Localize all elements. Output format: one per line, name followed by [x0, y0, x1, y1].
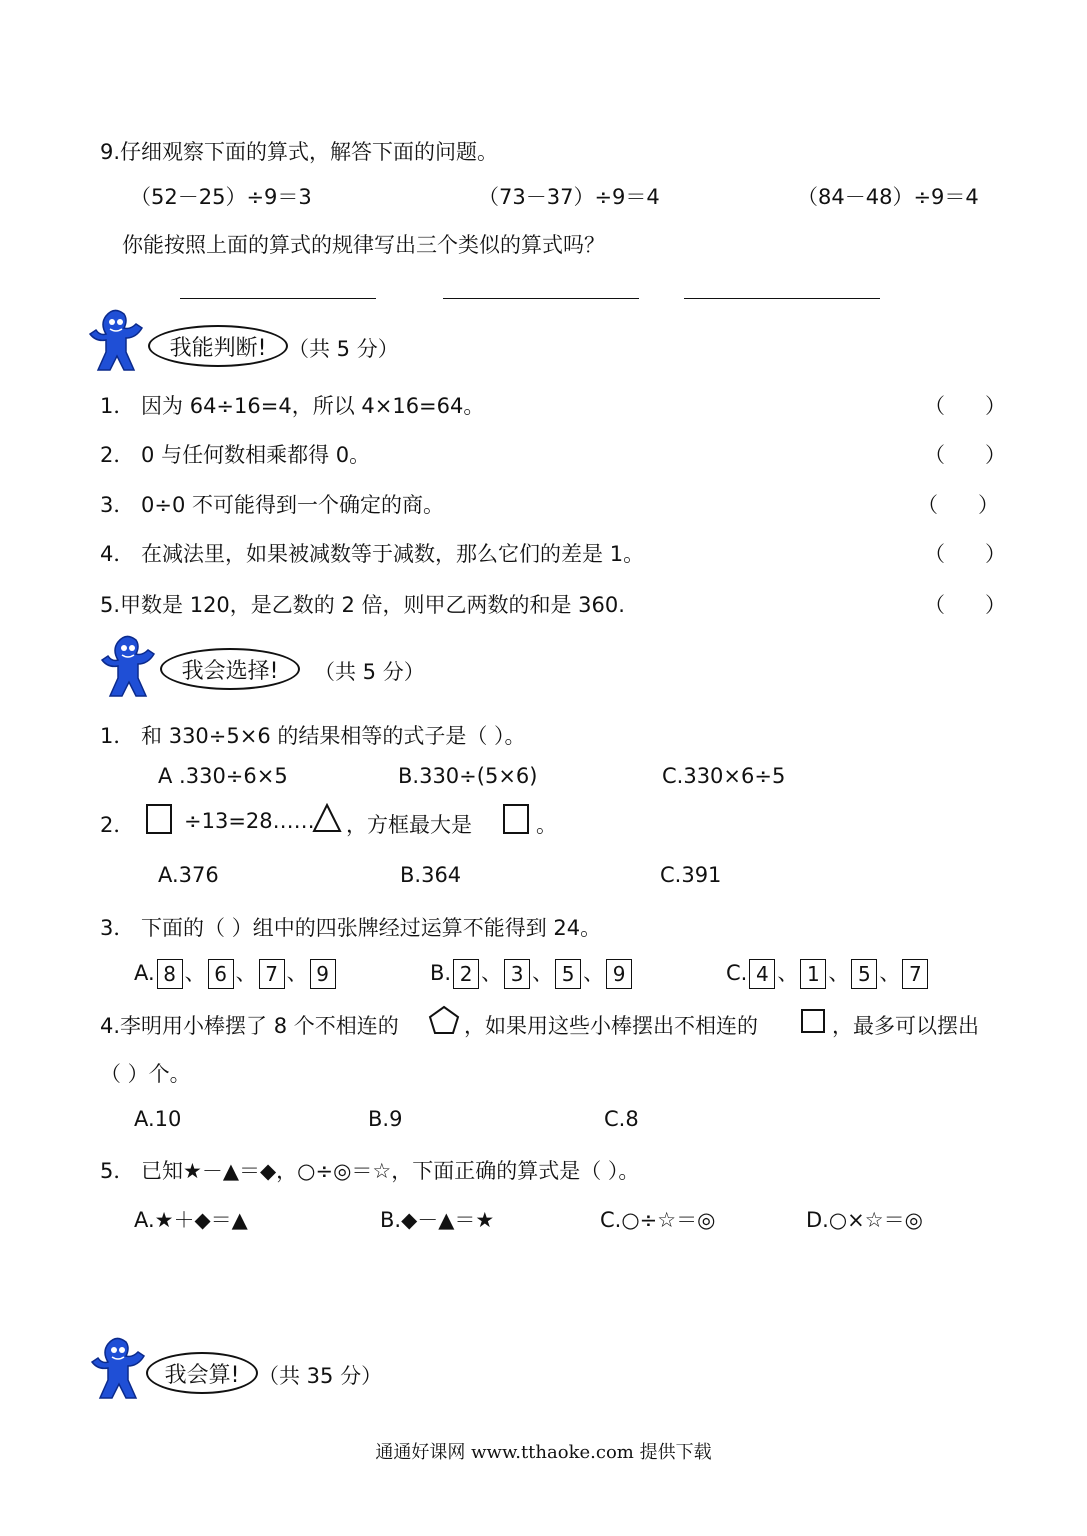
choose-q1: 1． 和 330÷5×6 的结果相等的式子是（ ）。 [100, 724, 526, 748]
square-icon [801, 1009, 825, 1033]
judge-section-header: 我能判断! [148, 325, 288, 367]
choose-q4-part3: ，最多可以摆出 [832, 1014, 979, 1038]
choose-q4-option-a[interactable]: A.10 [134, 1107, 182, 1131]
judge-item-1: 1． 因为 64÷16=4，所以 4×16=64。 [100, 394, 485, 418]
pentagon-icon [428, 1005, 460, 1035]
separator: 、 [879, 961, 901, 985]
mascot-icon [96, 634, 158, 700]
judge-answer-1[interactable]: （ ） [924, 394, 1007, 418]
answer-line-3[interactable] [684, 298, 880, 299]
card: 5 [851, 959, 877, 989]
choose-q5-option-c[interactable]: C.○÷☆＝◎ [600, 1208, 716, 1232]
card: 6 [208, 959, 234, 989]
option-label: C. [726, 961, 748, 985]
separator: 、 [777, 961, 799, 985]
answer-line-1[interactable] [180, 298, 376, 299]
card: 7 [259, 959, 285, 989]
card: 2 [453, 959, 479, 989]
choose-q2-option-a[interactable]: A.376 [158, 863, 219, 887]
q9-equation-3: （84－48）÷9＝4 [797, 185, 979, 209]
separator: 、 [828, 961, 850, 985]
separator: 、 [583, 961, 605, 985]
judge-item-2: 2． 0 与任何数相乘都得 0。 [100, 443, 371, 467]
answer-line-2[interactable] [443, 298, 639, 299]
judge-answer-2[interactable]: （ ） [924, 443, 1007, 467]
mascot-icon [86, 1336, 148, 1402]
choose-q5-option-d[interactable]: D.○×☆＝◎ [806, 1208, 923, 1232]
q9-title: 9.仔细观察下面的算式，解答下面的问题。 [100, 140, 499, 164]
judge-answer-4[interactable]: （ ） [924, 542, 1007, 566]
choose-q2-option-c[interactable]: C.391 [660, 863, 722, 887]
choose-q4-part1: 4.李明用小棒摆了 8 个不相连的 [100, 1014, 399, 1038]
card: 5 [555, 959, 581, 989]
card: 1 [800, 959, 826, 989]
choose-q3-option-c[interactable] [726, 957, 930, 989]
triangle-icon [312, 803, 342, 833]
card: 9 [310, 959, 336, 989]
card: 4 [749, 959, 775, 989]
choose-q2-expression: ÷13=28…… [184, 809, 315, 833]
choose-q2-option-b[interactable]: B.364 [400, 863, 462, 887]
separator: 、 [532, 961, 554, 985]
choose-q2-question: ，方框最大是 [346, 813, 472, 837]
choose-q5-option-b[interactable]: B.◆－▲＝★ [380, 1208, 495, 1232]
judge-item-5: 5.甲数是 120，是乙数的 2 倍，则甲乙两数的和是 360. [100, 593, 625, 617]
choose-q5: 5． 已知★－▲＝◆，○÷◎＝☆，下面正确的算式是（ ）。 [100, 1159, 640, 1183]
separator: 、 [235, 961, 257, 985]
judge-item-3: 3． 0÷0 不可能得到一个确定的商。 [100, 493, 445, 517]
separator: 、 [286, 961, 308, 985]
choose-section-header: 我会选择! [160, 648, 300, 690]
card: 3 [504, 959, 530, 989]
q9-prompt: 你能按照上面的算式的规律写出三个类似的算式吗？ [122, 233, 605, 257]
option-label: B. [430, 961, 452, 985]
choose-q4-part2: ，如果用这些小棒摆出不相连的 [464, 1014, 758, 1038]
square-blank-icon [503, 804, 529, 834]
page-footer: 通通好课网 www.tthaoke.com 提供下载 [375, 1442, 712, 1463]
choose-q1-option-a[interactable]: A .330÷6×5 [158, 764, 288, 788]
q9-equation-1: （52－25）÷9＝3 [130, 185, 312, 209]
q9-equation-2: （73－37）÷9＝4 [478, 185, 660, 209]
choose-q2-period: 。 [536, 813, 557, 837]
calc-score: （共 35 分） [258, 1364, 383, 1388]
mascot-icon [84, 308, 146, 374]
calc-section-header: 我会算! [146, 1352, 258, 1394]
judge-item-4: 4． 在减法里，如果被减数等于减数，那么它们的差是 1。 [100, 542, 645, 566]
choose-q1-option-b[interactable]: B.330÷(5×6) [398, 764, 538, 788]
choose-q1-option-c[interactable]: C.330×6÷5 [662, 764, 786, 788]
option-label: A. [134, 961, 155, 985]
card: 8 [157, 959, 183, 989]
choose-q5-option-a[interactable]: A.★＋◆＝▲ [134, 1208, 248, 1232]
card: 9 [606, 959, 632, 989]
choose-score: （共 5 分） [314, 660, 425, 684]
choose-q3-option-b[interactable] [430, 957, 634, 989]
separator: 、 [184, 961, 206, 985]
judge-answer-5[interactable]: （ ） [924, 593, 1007, 617]
separator: 、 [481, 961, 503, 985]
square-blank-icon [146, 804, 172, 834]
choose-q4-option-b[interactable]: B.9 [368, 1107, 403, 1131]
choose-q3-option-a[interactable] [134, 957, 338, 989]
judge-score: （共 5 分） [288, 337, 399, 361]
choose-q4-option-c[interactable]: C.8 [604, 1107, 639, 1131]
choose-q2-number: 2． [100, 813, 135, 837]
choose-q3: 3． 下面的（ ）组中的四张牌经过运算不能得到 24。 [100, 916, 602, 940]
judge-answer-3[interactable]: （ ） [917, 493, 1000, 517]
choose-q4-part4: （ ）个。 [100, 1062, 191, 1086]
card: 7 [902, 959, 928, 989]
